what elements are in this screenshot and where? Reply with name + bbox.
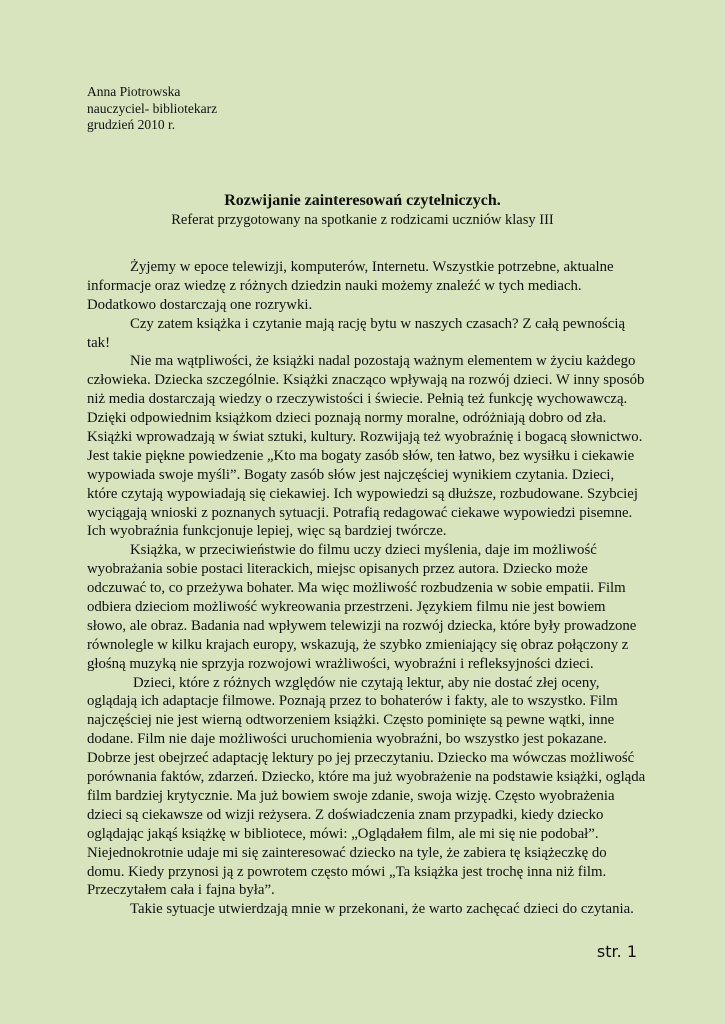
body-line: domu. Kiedy przynosi ją z powrotem często mówi „Ta książka jest trochę inna niż film. <box>87 863 607 880</box>
body-line: dzieci są ciekawsze od wizji reżysera. Z doświadczenia znam przypadki, kiedy dziecko <box>87 806 604 823</box>
body-line: wyobrażania sobie postaci literackich, miejsc opisanych przez autora. Dziecko może <box>87 561 588 578</box>
body-line: Dobrze jest obejrzeć adaptację lektury po jej przeczytaniu. Dziecko ma wówczas możliwość <box>87 750 635 767</box>
body-line: Książki wprowadzają w świat sztuki, kultury. Rozwijają też wyobraźnię i bogacą słownictwo. <box>87 429 643 446</box>
body-line: porównania faktów, zdarzeń. Dziecko, które ma już wyobrażenie na podstawie książki, ogląda <box>87 769 646 786</box>
body-line: wyciągają wnioski z poznanych sytuacji. Potrafią redagować ciekawe wypowiedzi pisemne. <box>87 504 633 521</box>
body-line: oglądając jakąś książkę w bibliotece, mówi: „Oglądałem film, ale mi się nie podobał”. <box>87 825 599 842</box>
body-line: odbiera dzieciom możliwość wykreowania przestrzeni. Językiem filmu nie jest bowiem <box>87 599 606 616</box>
body-line: oglądają ich adaptacje filmowe. Poznają przez to bohaterów i fakty, ale to wszystko. Film <box>87 693 618 710</box>
author-role: nauczyciel- bibliotekarz <box>87 100 218 116</box>
body-line: odczuwać to, co przeżywa bohater. Ma więc możliwość rozbudzenia w sobie empatii. Film <box>87 580 626 597</box>
body-line: film bardziej krytycznie. Ma już bowiem swoje zdanie, swoja wizję. Często wyobrażenia <box>87 787 615 804</box>
body-line: Dzięki odpowiednim książkom dzieci poznają normy moralne, odróżniają dobro od zła. <box>87 410 607 427</box>
author-block <box>87 84 217 134</box>
body-line: Książka, w przeciwieństwie do filmu uczy dzieci myślenia, daje im możliwość <box>130 542 597 559</box>
body-line: informacje oraz wiedzę z różnych dziedzin nauki możemy znaleźć w tych mediach. <box>87 277 582 294</box>
body-line: Żyjemy w epoce telewizji, komputerów, Internetu. Wszystkie potrzebne, aktualne <box>130 259 614 275</box>
body-line: Dodatkowo dostarczają one rozrywki. <box>87 296 313 313</box>
body-line: tak! <box>87 334 111 351</box>
body-line: dodane. Film nie daje możliwości uruchomienia wyobraźni, bo wszystko jest pokazane. <box>87 731 607 748</box>
body-line: Ich wyobraźnia funkcjonuje lepiej, więc są bardziej twórcze. <box>87 523 447 540</box>
body-line: Takie sytuacje utwierdzają mnie w przekonani, że warto zachęcać dzieci do czytania. <box>130 901 634 918</box>
body-line: głośną muzyką nie sprzyja rozwojowi wrażliwości, wyobraźni i refleksyjności dzieci. <box>87 655 594 672</box>
body-line: Nie ma wątpliwości, że książki nadal pozostają ważnym elementem w życiu każdego <box>130 353 636 370</box>
body-line: Niejednokrotnie udaje mi się zainteresować dziecko na tyle, że zabiera tę książeczkę do <box>87 844 607 861</box>
body-line: które czytają wypowiadają się ciekawiej. Ich wypowiedzi są dłuższe, rozbudowane. Szybciej <box>87 485 638 502</box>
body-line: równolegle w kilku krajach europy, wskazują, że szybko zmieniający się obraz połączony z <box>87 636 629 653</box>
document-date: grudzień 2010 r. <box>87 117 176 132</box>
body-line: Czy zatem książka i czytanie mają rację bytu w naszych czasach? Z całą pewnością <box>130 315 626 332</box>
document-body <box>87 258 647 919</box>
author-name: Anna Piotrowska <box>87 84 181 99</box>
body-line: Dzieci, które z różnych względów nie czytają lektur, aby nie dostać złej oceny, <box>133 674 600 691</box>
body-line: wypowiada swoje myśli”. Bogaty zasób słów jest najczęściej wynikiem czytania. Dzieci, <box>87 466 615 483</box>
document-subtitle: Referat przygotowany na spotkanie z rodzicami uczniów klasy III <box>171 212 554 228</box>
body-line: najczęściej nie jest wierną odtworzeniem książki. Często pominięte są pewne wątki, inne <box>87 712 615 729</box>
document-title: Rozwijanie zainteresowań czytelniczych. <box>224 192 501 209</box>
body-line: Jest takie piękne powiedzenie „Kto ma bogaty zasób słów, ten łatwo, bez wysiłku i ciekawie <box>87 447 635 464</box>
body-line: niż media dostarczają wiedzy o rzeczywistości i świecie. Pełnią też funkcję wychowawczą. <box>87 391 628 408</box>
body-line: człowieka. Dziecka szczególnie. Książki znacząco wpływają na rozwój dzieci. W inny sposób <box>87 372 645 389</box>
body-line: słowo, ale obraz. Badania nad wpływem telewizji na rozwój dziecka, które były prowadzone <box>87 617 637 634</box>
page-number: str. 1 <box>596 942 637 961</box>
body-line: Przeczytałem cała i fajna była”. <box>87 882 275 899</box>
